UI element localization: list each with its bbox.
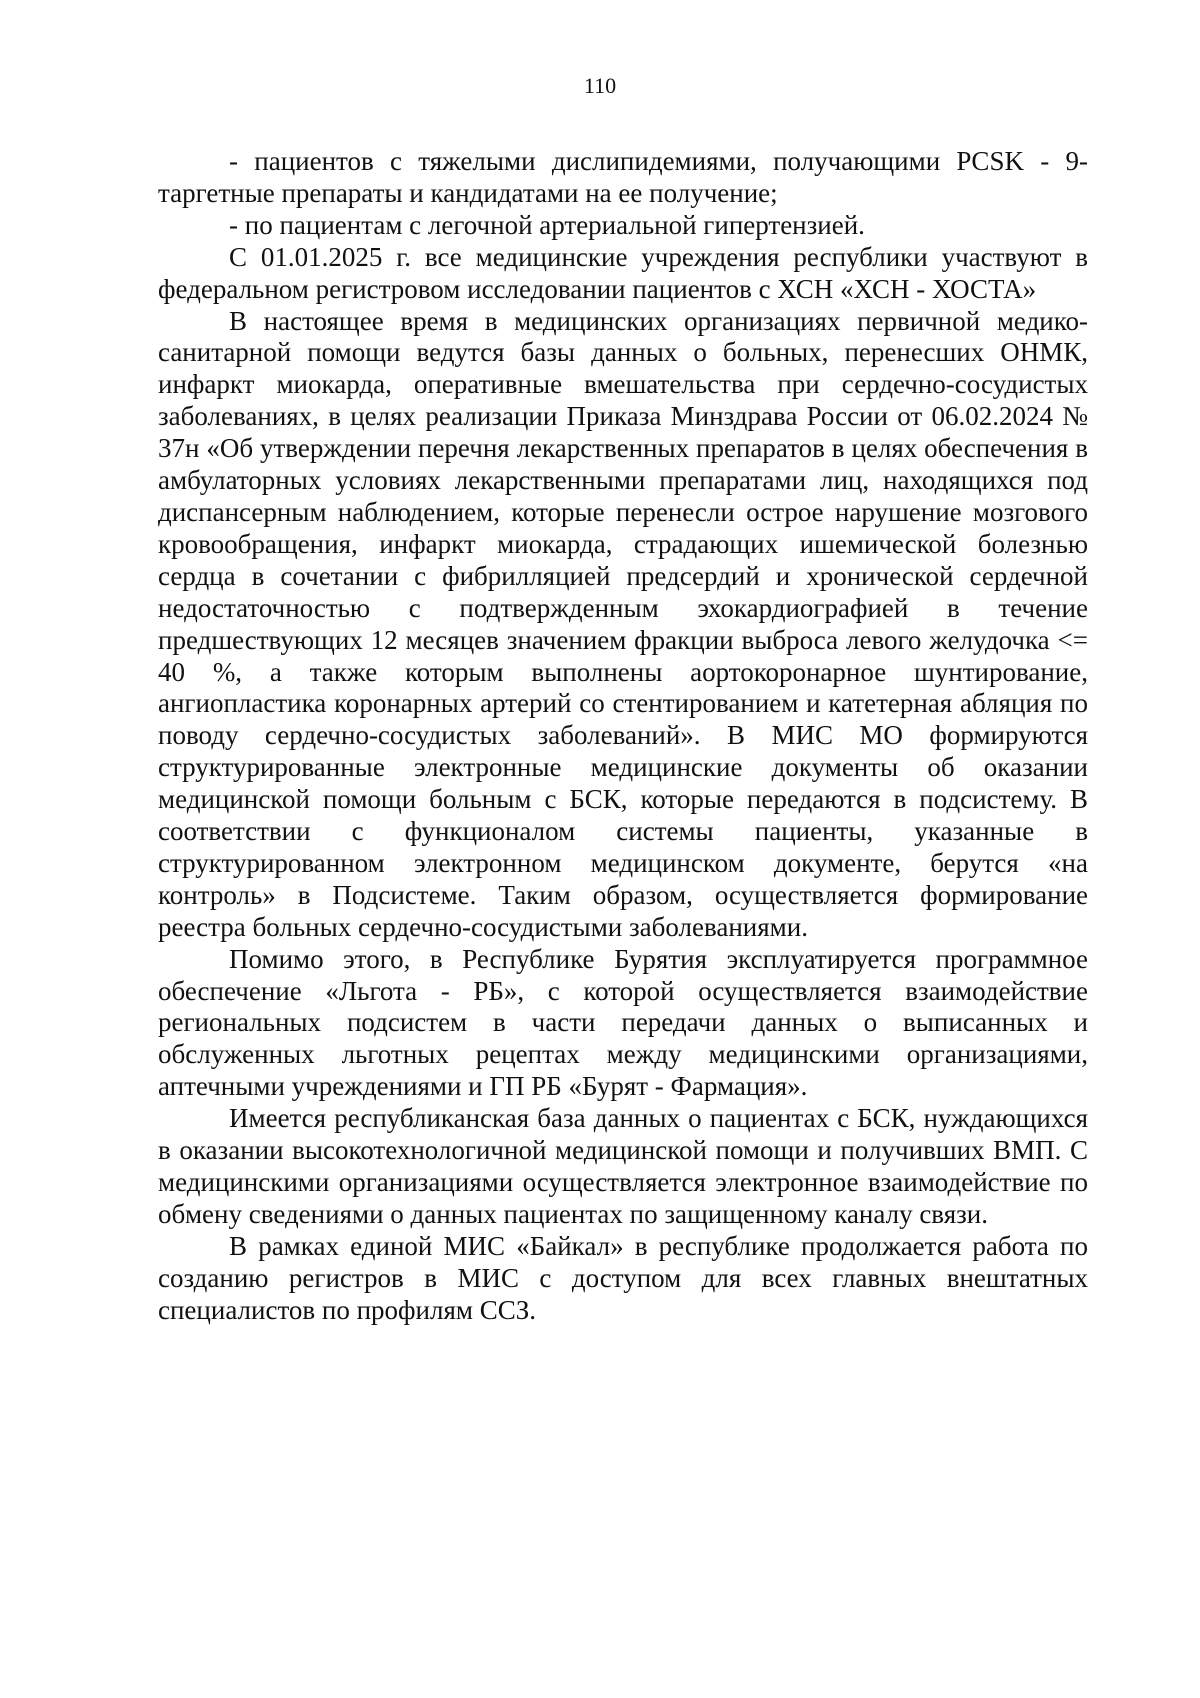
paragraph-pulmonary-hypertension: - по пациентам с легочной артериальной гипертензией.	[229, 209, 865, 240]
paragraph-baikal-mis: В рамках единой МИС «Байкал» в республике продолжается работа по созданию регистров в МИС с доступом для всех главных внештатных специалистов по профилям ССЗ.	[158, 1230, 1088, 1325]
page-number: 110	[583, 73, 617, 98]
document-body	[158, 146, 1088, 1327]
paragraph-vmp-database: Имеется республиканская база данных о пациентах с БСК, нуждающихся в оказании высокотехнологичной медицинской помощи и получивших ВМП. С медицинскими организациями осуществляется электронное взаимодействие по обмену сведениями о данных пациентах по защищенному каналу связи.	[158, 1103, 1088, 1229]
paragraph-lgota-rb: Помимо этого, в Республике Бурятия эксплуатируется программное обеспечение «Льгота - РБ», с которой осуществляется взаимодействие региональных подсистем в части передачи данных о выписанных и обслуженных льготных рецептах между медицинскими организациями, аптечными учреждениями и ГП РБ «Бурят - Фармация».	[158, 943, 1088, 1102]
paragraph-dyslipidemia: - пациентов с тяжелыми дислипидемиями, получающими PCSK - 9-таргетные препараты и кандидатами на ее получение;	[158, 146, 1088, 208]
paragraph-databases: В настоящее время в медицинских организациях первичной медико-санитарной помощи ведутся базы данных о больных, перенесших ОНМК, инфаркт миокарда, оперативные вмешательства при сердечно-сосудистых заболеваниях, в целях реализации Приказа Минздрава России от 06.02.2024 № 37н «Об утверждении перечня лекарственных препаратов в целях обеспечения в амбулаторных условиях лекарственными препаратами лиц, находящихся под диспансерным наблюдением, которые перенесли острое нарушение мозгового кровообращения, инфаркт миокарда, страдающих ишемической болезнью сердца в сочетании с фибрилляцией предсердий и хронической сердечной недостаточностью с подтвержденным эхокардиографией в течение предшествующих 12 месяцев значением фракции выброса левого желудочка <= 40 %, а также которым выполнены аортокоронарное шунтирование, ангиопластика коронарных артерий со стентированием и катетерная абляция по поводу сердечно-сосудистых заболеваний». В МИС МО формируются структурированные электронные медицинские документы об оказании медицинской помощи больным с БСК, которые передаются в подсистему. В соответствии с функционалом системы пациенты, указанные в структурированном электронном медицинском документе, берутся «на контроль» в Подсистеме. Таким образом, осуществляется формирование реестра больных сердечно-сосудистыми заболеваниями.	[158, 305, 1088, 942]
paragraph-hsn-registry: С 01.01.2025 г. все медицинские учреждения республики участвуют в федеральном регистровом исследовании пациентов с ХСН «ХСН - ХОСТА»	[158, 241, 1088, 304]
